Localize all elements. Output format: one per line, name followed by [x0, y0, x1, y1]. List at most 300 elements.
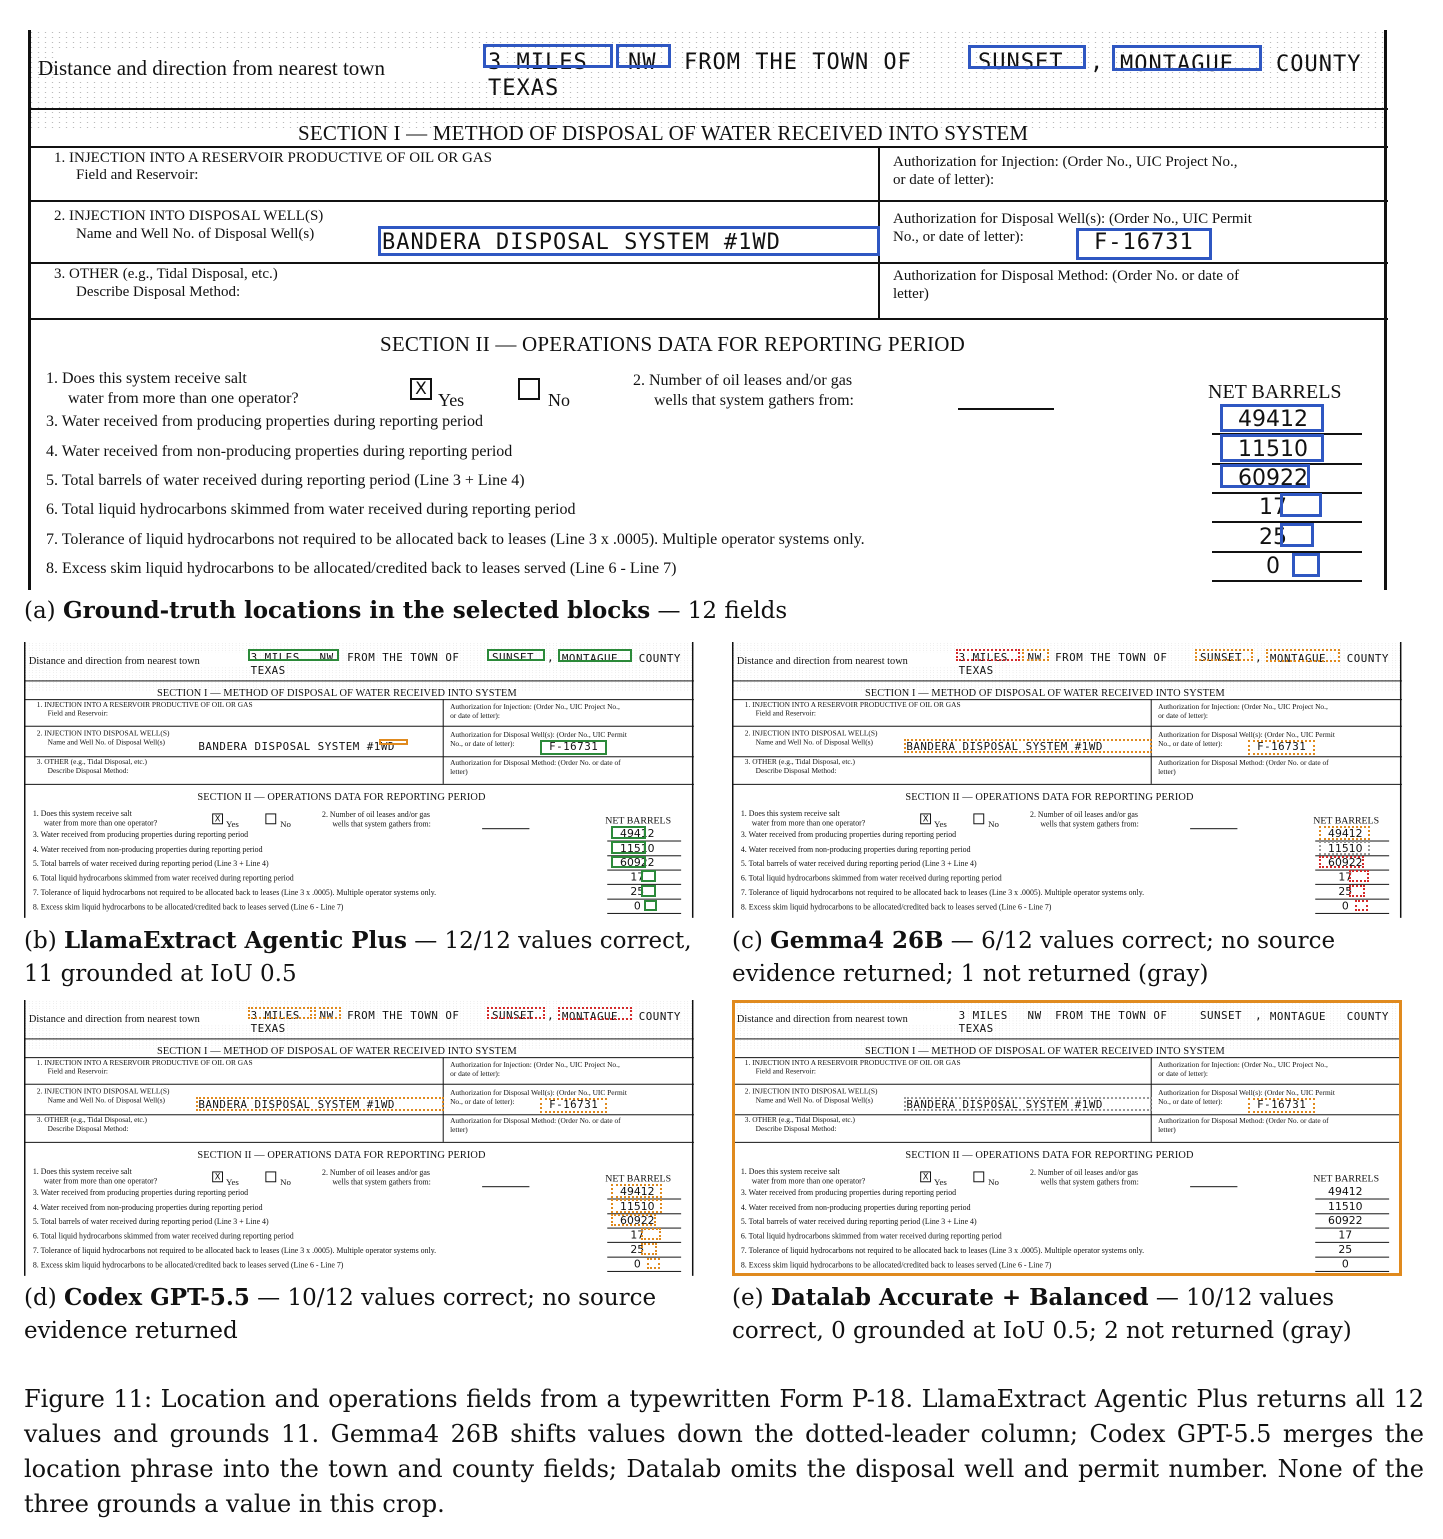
- extraction-box-town: [968, 45, 1086, 69]
- s1-item1-line2: Field and Reservoir:: [755, 709, 816, 718]
- operations-row-label: 8. Excess skim liquid hydrocarbons to be allocated/credited back to leases served (Line 6 - Line 7): [740, 903, 1052, 912]
- s1-auth3-line1: Authorization for Disposal Method: (Order No. or date of: [893, 268, 1240, 284]
- extraction-box-r6: [641, 1228, 662, 1240]
- disposal-well-name: BANDERA DISPOSAL SYSTEM #1WD: [382, 230, 781, 255]
- form-p18: [28, 30, 1388, 590]
- section-2-title: SECTION II — OPERATIONS DATA FOR REPORTING PERIOD: [197, 1148, 486, 1161]
- net-barrels-value: 60922: [1238, 466, 1308, 491]
- value-underline: [1212, 580, 1362, 582]
- net-barrels-value: 0: [633, 1258, 641, 1271]
- panel-d-form: [24, 1000, 694, 1276]
- s1-auth1-line1: Authorization for Injection: (Order No., UIC Project No.,: [450, 1061, 620, 1069]
- caption-b: [24, 924, 704, 991]
- q1-line2: water from more than one operator?: [751, 819, 866, 828]
- net-barrels-value: 17: [1259, 495, 1287, 520]
- extraction-box-r7: [641, 885, 657, 897]
- s1-auth2-line2: No., or date of letter):: [450, 1098, 515, 1106]
- operations-row-label: 3. Water received from producing properties during reporting period: [740, 830, 957, 840]
- extraction-box-miles: [248, 1007, 312, 1019]
- s1-auth2-line2: No., or date of letter):: [1158, 1098, 1223, 1106]
- operations-row-label: 4. Water received from non-producing properties during reporting period: [740, 1203, 971, 1212]
- comma: ,: [547, 651, 555, 665]
- from-the-town-of: FROM THE TOWN OF: [684, 50, 912, 75]
- state-name: TEXAS: [958, 664, 994, 677]
- comma: ,: [1255, 651, 1263, 665]
- operations-row-label: 5. Total barrels of water received during reporting period (Line 3 + Line 4): [46, 472, 525, 489]
- distance-label: Distance and direction from nearest town: [38, 56, 385, 80]
- q2-line1: 2. Number of oil leases and/or gas: [322, 1168, 430, 1177]
- value-underline: [1315, 913, 1389, 914]
- q1-line2: water from more than one operator?: [751, 1177, 866, 1186]
- distance-label: Distance and direction from nearest town: [28, 1012, 200, 1025]
- figure-caption: Figure 11: Location and operations fields from a typewritten Form P-18. LlamaExtract Agentic Plus returns all 12 values and grounds 11. Gemma4 26B shifts values down the dotted-leader column; Codex GPT-5.5 merges the location phrase into the town and county fields; Datalab omits the disposal well and permit number. None of the three grounds a value in this crop.: [24, 1385, 1424, 1518]
- extraction-box-r8: [1355, 900, 1369, 912]
- form-p18: [732, 642, 1402, 918]
- extraction-box-town: [1195, 649, 1253, 661]
- extraction-box-dir: [314, 1007, 341, 1019]
- extraction-box-r7: [1349, 885, 1366, 897]
- q1-line2: water from more than one operator?: [68, 390, 299, 407]
- s1-auth1-line2: or date of letter):: [450, 1069, 500, 1078]
- s1-item3-line2: Describe Disposal Method:: [755, 1125, 837, 1134]
- extraction-box-permit: [540, 1098, 607, 1114]
- caption-d-detail: — 10/12 values correct; no source evidence returned: [24, 1285, 657, 1344]
- distance-direction: NW: [319, 1009, 334, 1023]
- extraction-box-r3: [1220, 404, 1324, 432]
- operations-row-label: 7. Tolerance of liquid hydrocarbons not required to be allocated back to leases (Line 3 x .0005). Multiple operator systems only.: [32, 888, 437, 898]
- net-barrels-value: 11510: [1328, 842, 1363, 855]
- caption-c-prefix: (c): [732, 928, 771, 954]
- caption-c-method: Gemma4 26B: [770, 927, 944, 954]
- comma: ,: [1090, 50, 1105, 75]
- operations-row-label: 4. Water received from non-producing properties during reporting period: [46, 443, 513, 460]
- section-1-title: SECTION I — METHOD OF DISPOSAL OF WATER RECEIVED INTO SYSTEM: [157, 686, 517, 699]
- operations-row-label: 5. Total barrels of water received during reporting period (Line 3 + Line 4): [740, 859, 977, 869]
- s1-auth3-line2: letter): [1158, 1126, 1176, 1134]
- operations-row-label: 3. Water received from producing properties during reporting period: [32, 830, 249, 840]
- operations-row-label: 3. Water received from producing properties during reporting period: [32, 1188, 249, 1198]
- s1-item2-line1: 2. INJECTION INTO DISPOSAL WELL(S): [744, 1087, 878, 1096]
- section-1-title: SECTION I — METHOD OF DISPOSAL OF WATER RECEIVED INTO SYSTEM: [865, 686, 1225, 699]
- operations-row-label: 5. Total barrels of water received during reporting period (Line 3 + Line 4): [740, 1217, 977, 1227]
- q2-line2: wells that system gathers from:: [332, 1178, 431, 1187]
- no-label: No: [988, 819, 999, 830]
- q1-line1: 1. Does this system receive salt: [740, 809, 840, 818]
- extraction-box-r6: [641, 870, 657, 882]
- net-barrels-value: 60922: [1328, 856, 1363, 870]
- yes-checkbox[interactable]: X: [212, 813, 223, 824]
- net-barrels-value: 17: [1338, 871, 1353, 884]
- disposal-well-name: BANDERA DISPOSAL SYSTEM #1WD: [198, 1098, 395, 1111]
- q2-line1: 2. Number of oil leases and/or gas: [1030, 1168, 1138, 1177]
- operations-row-label: 4. Water received from non-producing properties during reporting period: [32, 1203, 263, 1212]
- section-1-title: SECTION I — METHOD OF DISPOSAL OF WATER RECEIVED INTO SYSTEM: [298, 121, 1029, 145]
- s1-item3-line1: 3. OTHER (e.g., Tidal Disposal, etc.): [744, 1116, 856, 1125]
- operations-row-label: 3. Water received from producing properties during reporting period: [740, 1188, 957, 1198]
- distance-direction: NW: [628, 50, 657, 75]
- disposal-well-name: BANDERA DISPOSAL SYSTEM #1WD: [906, 1098, 1103, 1111]
- yes-label: Yes: [933, 819, 947, 830]
- extraction-box-miles: [248, 649, 339, 661]
- net-barrels-header: NET BARRELS: [1313, 814, 1380, 826]
- operations-row-label: 6. Total liquid hydrocarbons skimmed from water received during reporting period: [46, 501, 576, 518]
- net-barrels-value: 60922: [620, 856, 655, 870]
- operations-row-label: 7. Tolerance of liquid hydrocarbons not required to be allocated back to leases (Line 3 x .0005). Multiple operator systems only.: [46, 531, 865, 548]
- s1-auth3-line1: Authorization for Disposal Method: (Order No. or date of: [1158, 1117, 1329, 1126]
- net-barrels-value: 49412: [1328, 1185, 1363, 1199]
- s1-item2-line1: 2. INJECTION INTO DISPOSAL WELL(S): [36, 729, 170, 738]
- town-name: SUNSET: [1199, 1009, 1243, 1023]
- county-word: COUNTY: [638, 652, 681, 666]
- no-checkbox[interactable]: [265, 813, 276, 824]
- caption-a-detail: — 12 fields: [650, 598, 788, 624]
- extraction-box-r6: [1280, 493, 1322, 517]
- panel-b-llamaextract: [24, 642, 694, 918]
- s1-item1-line1: 1. INJECTION INTO A RESERVOIR PRODUCTIVE OF OIL OR GAS: [744, 1059, 961, 1067]
- net-barrels-value: 0: [1266, 554, 1280, 579]
- q2-line2: wells that system gathers from:: [1040, 1178, 1139, 1187]
- state-name: TEXAS: [958, 1022, 994, 1035]
- from-the-town-of: FROM THE TOWN OF: [347, 1009, 460, 1023]
- panel-d-codex: [24, 1000, 694, 1276]
- value-underline: [607, 1271, 681, 1272]
- net-barrels-value: 49412: [620, 1185, 655, 1199]
- net-barrels-value: 49412: [1238, 407, 1308, 432]
- extraction-box-r3: [611, 1184, 662, 1198]
- net-barrels-value: 25: [630, 885, 645, 899]
- s1-auth1-line2: or date of letter):: [1158, 1069, 1208, 1078]
- state-name: TEXAS: [488, 76, 560, 101]
- extraction-box-dir: [616, 44, 671, 68]
- state-name: TEXAS: [250, 1022, 286, 1035]
- extraction-box-r4: [1319, 841, 1370, 855]
- q1-line2: water from more than one operator?: [43, 1177, 158, 1186]
- extraction-box-r7: [641, 1243, 658, 1255]
- s1-auth1-line1: Authorization for Injection: (Order No., UIC Project No.,: [1158, 1061, 1328, 1069]
- caption-e-prefix: (e): [732, 1285, 771, 1311]
- permit-number: F-16731: [549, 1098, 599, 1111]
- yes-checkbox[interactable]: X: [920, 1171, 931, 1182]
- section-2-title: SECTION II — OPERATIONS DATA FOR REPORTING PERIOD: [197, 790, 486, 803]
- operations-row-label: 4. Water received from non-producing properties during reporting period: [32, 845, 263, 854]
- disposal-well-name: BANDERA DISPOSAL SYSTEM #1WD: [906, 740, 1103, 753]
- s1-item2-line1: 2. INJECTION INTO DISPOSAL WELL(S): [36, 1087, 170, 1096]
- town-name: SUNSET: [491, 1009, 535, 1023]
- s1-auth2-line1: Authorization for Disposal Well(s): (Order No., UIC Permit: [1158, 731, 1335, 740]
- no-checkbox[interactable]: [973, 813, 984, 824]
- q2-line1: 2. Number of oil leases and/or gas: [1030, 810, 1138, 819]
- s1-item3-line1: 3. OTHER (e.g., Tidal Disposal, etc.): [744, 758, 856, 767]
- caption-c-detail: — 6/12 values correct; no source evidence returned; 1 not returned (gray): [732, 928, 1336, 987]
- town-name: SUNSET: [978, 50, 1064, 75]
- s1-auth3-line1: Authorization for Disposal Method: (Order No. or date of: [450, 759, 621, 768]
- net-barrels-value: 11510: [620, 1200, 655, 1213]
- distance-label: Distance and direction from nearest town: [736, 654, 908, 667]
- q1-line1: 1. Does this system receive salt: [46, 370, 247, 387]
- extraction-box-county: [558, 1007, 632, 1020]
- panel-b-form: [24, 642, 694, 918]
- s1-item2-line2: Name and Well No. of Disposal Well(s): [755, 1096, 874, 1105]
- net-barrels-value: 0: [1341, 900, 1349, 913]
- caption-a: [24, 594, 1404, 628]
- extraction-box-r7: [1280, 523, 1314, 547]
- town-name: SUNSET: [1199, 651, 1243, 665]
- yes-label: Yes: [438, 390, 465, 410]
- s1-item1-line2: Field and Reservoir:: [76, 167, 199, 183]
- no-label: No: [280, 819, 291, 830]
- from-the-town-of: FROM THE TOWN OF: [347, 651, 460, 665]
- net-barrels-value: 25: [1338, 885, 1353, 899]
- permit-number: F-16731: [549, 740, 599, 753]
- net-barrels-header: NET BARRELS: [1208, 381, 1342, 403]
- yes-label: Yes: [933, 1177, 947, 1188]
- net-barrels-value: 17: [1338, 1229, 1353, 1242]
- page-level-box: [732, 1000, 1402, 1276]
- comma: ,: [1255, 1009, 1263, 1023]
- s1-item2-line2: Name and Well No. of Disposal Well(s): [76, 226, 315, 242]
- s1-item2-line2: Name and Well No. of Disposal Well(s): [47, 738, 166, 747]
- s1-item1-line2: Field and Reservoir:: [47, 709, 108, 718]
- extraction-box-r5: [611, 1214, 655, 1226]
- county-name: MONTAGUE: [561, 652, 619, 666]
- caption-d: [24, 1281, 704, 1348]
- q2-line2: wells that system gathers from:: [654, 392, 854, 409]
- no-label: No: [988, 1177, 999, 1188]
- net-barrels-value: 11510: [1328, 1200, 1363, 1213]
- operations-row-label: 7. Tolerance of liquid hydrocarbons not required to be allocated back to leases (Line 3 x .0005). Multiple operator systems only.: [740, 1246, 1145, 1256]
- extraction-box-permit: [540, 740, 607, 756]
- s1-auth2-line1: Authorization for Disposal Well(s): (Order No., UIC Permit: [450, 731, 627, 740]
- net-barrels-value: 17: [630, 1229, 645, 1242]
- s1-item3-line2: Describe Disposal Method:: [755, 767, 837, 776]
- net-barrels-value: 60922: [1328, 1214, 1363, 1228]
- extraction-box-permit: [1076, 228, 1212, 260]
- net-barrels-header: NET BARRELS: [605, 1172, 672, 1184]
- net-barrels-value: 60922: [620, 1214, 655, 1228]
- operations-row-label: 7. Tolerance of liquid hydrocarbons not required to be allocated back to leases (Line 3 x .0005). Multiple operator systems only.: [740, 888, 1145, 898]
- s1-auth1-line2: or date of letter):: [1158, 711, 1208, 720]
- s1-auth3-line2: letter): [893, 286, 929, 302]
- panel-c-gemma: [732, 642, 1402, 918]
- value-underline: [607, 913, 681, 914]
- operations-row-label: 4. Water received from non-producing properties during reporting period: [740, 845, 971, 854]
- net-barrels-header: NET BARRELS: [605, 814, 672, 826]
- net-barrels-value: 11510: [620, 842, 655, 855]
- caption-c: [732, 924, 1422, 991]
- yes-label: Yes: [225, 1177, 239, 1188]
- operations-row-label: 6. Total liquid hydrocarbons skimmed from water received during reporting period: [740, 1232, 1002, 1241]
- extraction-box-miles: [483, 44, 613, 68]
- distance-label: Distance and direction from nearest town: [736, 1012, 908, 1025]
- operations-row-label: 8. Excess skim liquid hydrocarbons to be allocated/credited back to leases served (Line 6 - Line 7): [46, 560, 677, 577]
- no-checkbox[interactable]: [265, 1171, 276, 1182]
- yes-label: Yes: [225, 819, 239, 830]
- extraction-box-well: [904, 739, 1151, 754]
- yes-checkbox[interactable]: X: [212, 1171, 223, 1182]
- caption-e: [732, 1281, 1422, 1348]
- section-2-title: SECTION II — OPERATIONS DATA FOR REPORTING PERIOD: [905, 1148, 1194, 1161]
- panel-e-datalab: [732, 1000, 1402, 1276]
- comma: ,: [547, 1009, 555, 1023]
- extraction-box-ungrounded: [379, 739, 409, 746]
- operations-row-label: 3. Water received from producing properties during reporting period: [46, 413, 483, 430]
- s1-item1-line1: 1. INJECTION INTO A RESERVOIR PRODUCTIVE OF OIL OR GAS: [36, 1059, 253, 1067]
- distance-miles: 3 MILES: [250, 651, 300, 665]
- s1-item3-line1: 3. OTHER (e.g., Tidal Disposal, etc.): [36, 1116, 148, 1125]
- extraction-box-county: [558, 649, 632, 662]
- s1-auth3-line1: Authorization for Disposal Method: (Order No. or date of: [450, 1117, 621, 1126]
- s1-item3-line2: Describe Disposal Method:: [47, 767, 129, 776]
- extraction-box-r4: [1220, 434, 1324, 462]
- s1-item3-line2: Describe Disposal Method:: [76, 284, 241, 300]
- s1-item1-line1: 1. INJECTION INTO A RESERVOIR PRODUCTIVE OF OIL OR GAS: [54, 150, 492, 166]
- county-name: MONTAGUE: [561, 1010, 619, 1024]
- s1-auth1-line1: Authorization for Injection: (Order No., UIC Project No.,: [893, 154, 1238, 170]
- caption-e-detail: — 10/12 values correct, 0 grounded at IoU 0.5; 2 not returned (gray): [732, 1285, 1352, 1344]
- permit-number: F-16731: [1094, 230, 1194, 255]
- extraction-box-r4: [611, 841, 645, 854]
- distance-direction: NW: [319, 651, 334, 665]
- distance-miles: 3 MILES: [250, 1009, 300, 1023]
- extraction-box-well: [196, 1097, 443, 1112]
- distance-label: Distance and direction from nearest town: [28, 654, 200, 667]
- extraction-box-r8: [647, 1258, 661, 1270]
- s1-auth1-line2: or date of letter):: [893, 172, 995, 188]
- net-barrels-value: 17: [630, 871, 645, 884]
- s1-auth2-line2: No., or date of letter):: [893, 229, 1024, 245]
- s1-auth3-line2: letter): [1158, 768, 1176, 776]
- county-word: COUNTY: [638, 1010, 681, 1024]
- net-barrels-header: NET BARRELS: [1313, 1172, 1380, 1184]
- extraction-box-r8: [644, 900, 658, 912]
- operations-row-label: 6. Total liquid hydrocarbons skimmed from water received during reporting period: [32, 1232, 294, 1241]
- permit-number: F-16731: [1257, 740, 1307, 753]
- extraction-box-permit: [1248, 740, 1315, 756]
- s1-item2-line2: Name and Well No. of Disposal Well(s): [47, 1096, 166, 1105]
- county-word: COUNTY: [1276, 52, 1362, 77]
- operations-row-label: 7. Tolerance of liquid hydrocarbons not required to be allocated back to leases (Line 3 x .0005). Multiple operator systems only.: [32, 1246, 437, 1256]
- caption-e-method: Datalab Accurate + Balanced: [770, 1284, 1149, 1311]
- from-the-town-of: FROM THE TOWN OF: [1055, 651, 1168, 665]
- caption-b-detail: — 12/12 values correct, 11 grounded at IoU 0.5: [24, 928, 692, 987]
- caption-a-prefix: (a): [24, 598, 63, 624]
- distance-miles: 3 MILES: [958, 651, 1008, 665]
- s1-auth3-line2: letter): [450, 1126, 468, 1134]
- section-1-title: SECTION I — METHOD OF DISPOSAL OF WATER RECEIVED INTO SYSTEM: [865, 1044, 1225, 1057]
- q2-line1: 2. Number of oil leases and/or gas: [322, 810, 430, 819]
- operations-row-label: 8. Excess skim liquid hydrocarbons to be allocated/credited back to leases served (Line 6 - Line 7): [32, 903, 344, 912]
- extraction-box-well: [378, 226, 880, 256]
- extraction-box-r4: [611, 1199, 662, 1213]
- form-p18: [24, 1000, 694, 1276]
- s1-item2-line2: Name and Well No. of Disposal Well(s): [755, 738, 874, 747]
- s1-auth1-line1: Authorization for Injection: (Order No., UIC Project No.,: [450, 703, 620, 711]
- county-word: COUNTY: [1346, 1010, 1389, 1024]
- extraction-box-r5: [1220, 464, 1310, 488]
- q1-line1: 1. Does this system receive salt: [740, 1167, 840, 1176]
- extraction-box-r5: [1319, 856, 1363, 868]
- operations-row-label: 5. Total barrels of water received during reporting period (Line 3 + Line 4): [32, 859, 269, 869]
- permit-number: F-16731: [1257, 1098, 1307, 1111]
- q2-line2: wells that system gathers from:: [332, 820, 431, 829]
- no-label: No: [548, 390, 570, 410]
- s1-item1-line1: 1. INJECTION INTO A RESERVOIR PRODUCTIVE OF OIL OR GAS: [744, 701, 961, 709]
- town-name: SUNSET: [491, 651, 535, 665]
- net-barrels-value: 0: [1341, 1258, 1349, 1271]
- operations-row-label: 8. Excess skim liquid hydrocarbons to be allocated/credited back to leases served (Line 6 - Line 7): [740, 1261, 1052, 1270]
- distance-direction: NW: [1027, 1009, 1042, 1023]
- s1-item1-line1: 1. INJECTION INTO A RESERVOIR PRODUCTIVE OF OIL OR GAS: [36, 701, 253, 709]
- no-checkbox[interactable]: [518, 378, 540, 400]
- no-label: No: [280, 1177, 291, 1188]
- s1-auth2-line2: No., or date of letter):: [450, 740, 515, 748]
- s1-auth2-line1: Authorization for Disposal Well(s): (Order No., UIC Permit: [1158, 1089, 1335, 1098]
- s1-item2-line1: 2. INJECTION INTO DISPOSAL WELL(S): [54, 208, 324, 224]
- yes-checkbox[interactable]: X: [410, 378, 432, 400]
- county-word: COUNTY: [1346, 652, 1389, 666]
- net-barrels-value: 25: [1338, 1243, 1353, 1257]
- s1-auth3-line2: letter): [450, 768, 468, 776]
- extraction-box-town: [487, 649, 545, 661]
- q2-line2: wells that system gathers from:: [1040, 820, 1139, 829]
- s1-item2-line1: 2. INJECTION INTO DISPOSAL WELL(S): [744, 729, 878, 738]
- net-barrels-value: 49412: [620, 827, 655, 841]
- caption-d-prefix: (d): [24, 1285, 64, 1311]
- operations-row-label: 8. Excess skim liquid hydrocarbons to be allocated/credited back to leases served (Line 6 - Line 7): [32, 1261, 344, 1270]
- s1-auth2-line1: Authorization for Disposal Well(s): (Order No., UIC Permit: [450, 1089, 627, 1098]
- form-p18: [24, 642, 694, 918]
- extraction-box-r5: [611, 856, 645, 868]
- s1-auth2-line1: Authorization for Disposal Well(s): (Order No., UIC Permit: [893, 211, 1252, 227]
- extraction-box-r3: [611, 826, 645, 839]
- extraction-box-miles: [956, 649, 1020, 661]
- s1-auth3-line1: Authorization for Disposal Method: (Order No. or date of: [1158, 759, 1329, 768]
- q1-line2: water from more than one operator?: [43, 819, 158, 828]
- value-underline: [1212, 551, 1362, 553]
- s1-item3-line1: 3. OTHER (e.g., Tidal Disposal, etc.): [36, 758, 148, 767]
- panel-a-ground-truth: [28, 30, 1388, 592]
- net-barrels-value: 25: [630, 1243, 645, 1257]
- county-name: MONTAGUE: [1269, 1010, 1327, 1024]
- panel-a-form: [28, 30, 1388, 590]
- from-the-town-of: FROM THE TOWN OF: [1055, 1009, 1168, 1023]
- caption-b-prefix: (b): [24, 928, 64, 954]
- operations-row-label: 6. Total liquid hydrocarbons skimmed from water received during reporting period: [32, 874, 294, 883]
- caption-a-method: Ground-truth locations in the selected blocks: [62, 597, 651, 624]
- s1-item3-line1: 3. OTHER (e.g., Tidal Disposal, etc.): [54, 266, 278, 282]
- panel-c-form: [732, 642, 1402, 918]
- extraction-box-county: [1266, 649, 1340, 662]
- state-name: TEXAS: [250, 664, 286, 677]
- county-name: MONTAGUE: [1269, 652, 1327, 666]
- yes-checkbox[interactable]: X: [920, 813, 931, 824]
- section-2-title: SECTION II — OPERATIONS DATA FOR REPORTING PERIOD: [905, 790, 1194, 803]
- section-2-title: SECTION II — OPERATIONS DATA FOR REPORTING PERIOD: [380, 332, 965, 356]
- disposal-well-name: BANDERA DISPOSAL SYSTEM #1WD: [198, 740, 395, 753]
- s1-item1-line2: Field and Reservoir:: [755, 1067, 816, 1076]
- distance-miles: 3 MILES: [488, 50, 588, 75]
- net-barrels-value: 0: [633, 900, 641, 913]
- s1-item3-line2: Describe Disposal Method:: [47, 1125, 129, 1134]
- s1-auth2-line2: No., or date of letter):: [1158, 740, 1223, 748]
- operations-row-label: 5. Total barrels of water received during reporting period (Line 3 + Line 4): [32, 1217, 269, 1227]
- operations-row-label: 6. Total liquid hydrocarbons skimmed from water received during reporting period: [740, 874, 1002, 883]
- extraction-box-r6: [1349, 870, 1370, 882]
- extraction-box-r3: [1319, 826, 1370, 840]
- net-barrels-value: 49412: [1328, 827, 1363, 841]
- caption-d-method: Codex GPT-5.5: [63, 1284, 250, 1311]
- extraction-box-dir: [1022, 649, 1049, 661]
